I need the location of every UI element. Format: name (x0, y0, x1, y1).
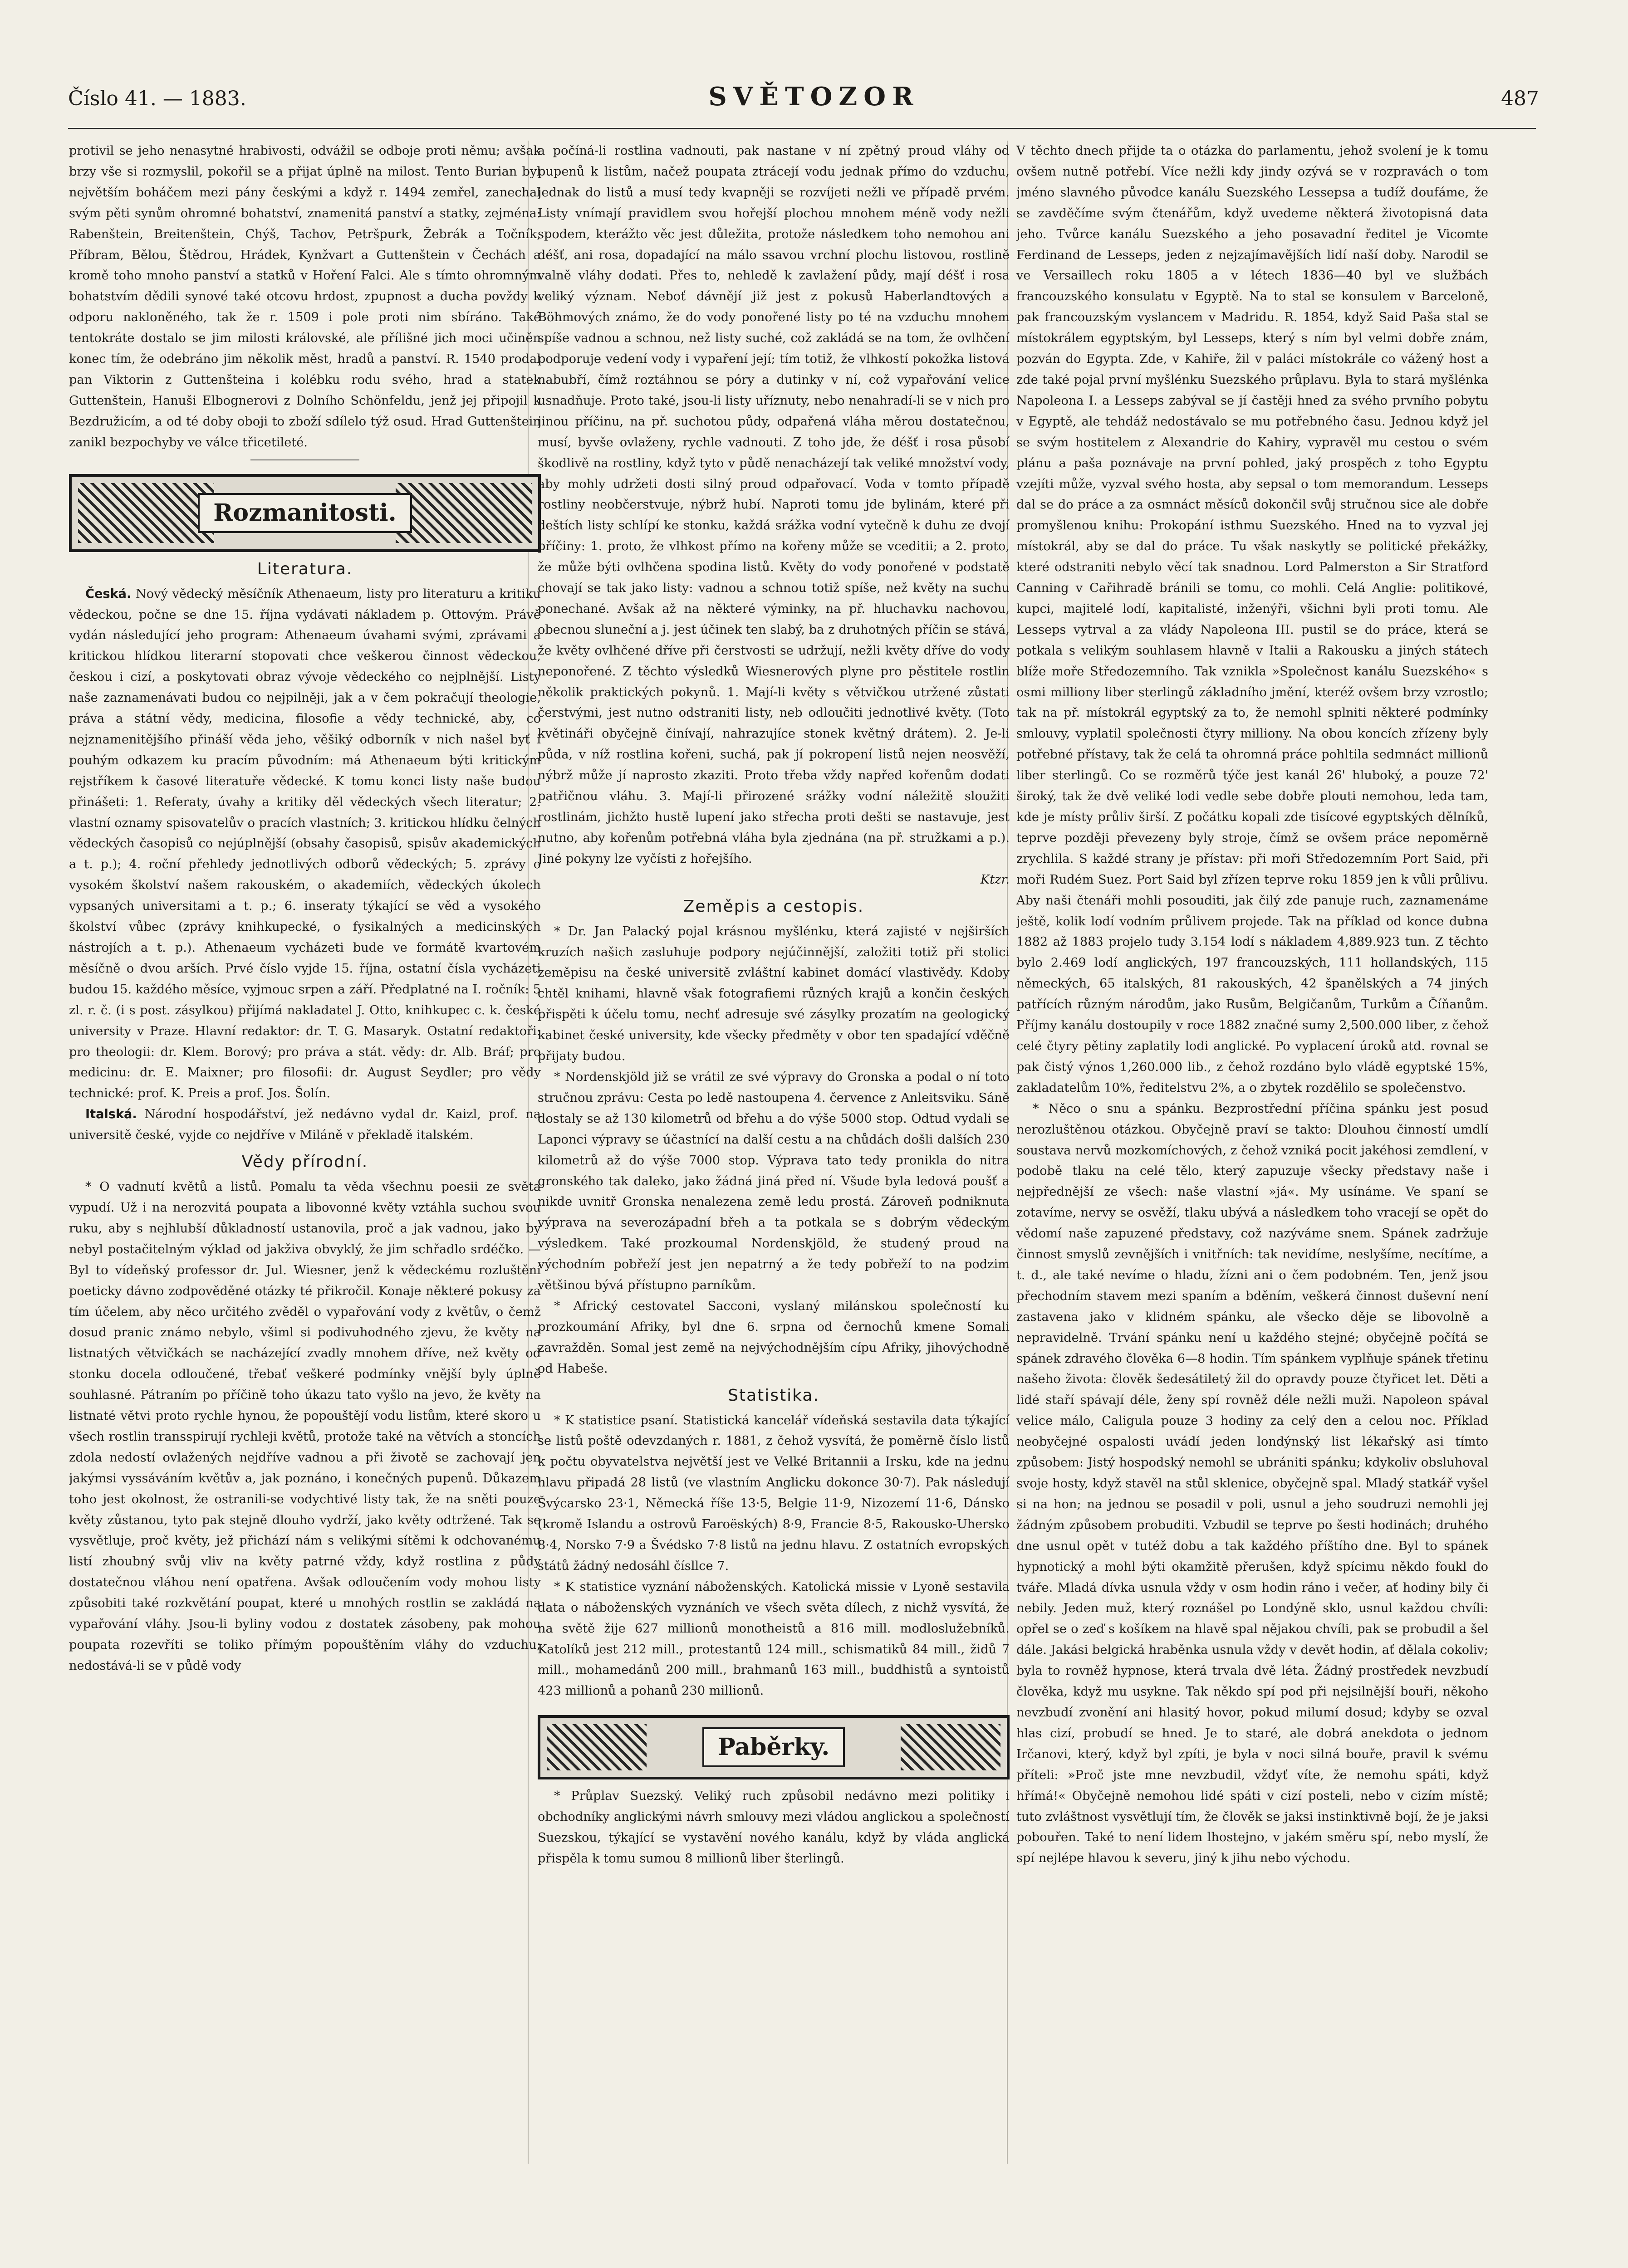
paragraph-continuation: a počíná-li rostlina vadnouti, pak nastane v ní zpětný proud vláhy od pupenů k listům, načež poupata ztrácejí vodu jednak přímo do vzduchu, jednak do listů a musí tedy kvapněji se rozvíjeti nežli ve případě prvém. Listy vnímají pravidlem svou hořejší plochou mnohem méně vody nežli spodem, kterážto věc jest důležita, protože následkem toho nemohou ani déšť, ani rosa, dopadající na málo ssavou vrchní plochu listovou, rostlině valně vláhy dodati. Přes to, nehledě k zavlažení půdy, mají déšť i rosa veliký význam. Neboť dávnějí již jest z pokusů Haberlandtových a Böhmových známo, že do vody ponořené listy po té na vzduchu mnohem spíše vadnou a schnou, než listy suché, což zakládá se na tom, že ovlhčení podporuje vedení vody i vypaření její; tím totiž, že vlhkostí pokožka listová nabubří, čímž roztáhnou se póry a dutinky v ní, což vypařování velice usnadňuje. Proto také, jsou-li listy uříznuty, nebo nenahradí-li se v nich pro jinou příčinu, na př. suchotou půdy, odpařená vláha měrou dostatečnou, musí, byvše ovlaženy, rychle vadnouti. Z toho jde, že déšť i rosa působí škodlivě na rostliny, když tyto v půdě nenacházejí tak veliké množství vody, aby mohly udržeti dosti silný proud odpařovací. Voda v tomto případě rostliny neobčerstvuje, nýbrž hubí. Naproti tomu jde bylinám, které při deštích listy schlípí ke stonku, každá srážka vodní vytečně k duhu ze dvojí příčiny: 1. proto, že vlhkost přímo na kořeny může se vceditii; a 2. proto, že může býti ovlhčena spodina listů. Květy do vody ponořené v podstatě chovají se tak jako listy: vadnou a schnou totiž spíše, než květy na suchu ponechané. Avšak až na některé výminky, na př. hluchavku nachovou, obecnou sluneční a j. jest účinek ten slabý, ba z druhotných příčin se stává, že květy ovlhčené dříve při čerstvosti se udržují, nežli květy dříve do vody neponořené. Z těchto výsledků Wiesnerových plyne pro pěstitele rostlin několik praktických pokynů. 1. Mají-li květy s větvičkou utržené zůstati čerstvými, jest nutno odstraniti listy, neb odloučiti jednotlivé květy. (Toto květináři obyčejně činívají, nahrazujíce stonek květný drátem). 2. Je-li půda, v níž rostlina kořeni, suchá, pak jí pokropení listů nejen neosvěží, nýbrž může jí naprosto zkaziti. Proto třeba vždy napřed kořenům dodati patřičnou vláhu. 3. Mají-li přirozené srážky vodní náležitě sloužiti rostlinám, jichžto hustě lupení jako střecha proti dešti se nastavuje, jest nutno, aby kořenům potřebná vláha byla zjednána (na př. stružkami a p.). Jiné pokyny lze vyčísti z hořejšího. (538, 144, 1010, 866)
section-title-literatura: Literatura. (257, 559, 353, 578)
ornament-left (78, 483, 214, 543)
column-1 (69, 141, 541, 2200)
text-italska: Národní hospodářství, jež nedávno vydal dr. Kaizl, prof. na universitě české, vyjde co nejdříve v Miláně v překladě italském. (69, 1107, 541, 1143)
column-3 (1016, 141, 1488, 2200)
page-number: 487 (1501, 87, 1539, 110)
banner-label: Rozmanitosti. (198, 493, 412, 533)
paragraph-pruplav: * Průplav Suezský. Veliký ruch způsobil nedávno mezi politiky i obchodníky anglickými návrh smlouvy mezi vládou anglickou a společností Suezskou, týkající se vystavění nového kanálu, když by vláda anglická přispěla k tomu sumou 8 millionů liber šterlingů. (538, 1789, 1010, 1866)
paberky-banner (538, 1715, 1010, 1779)
text-ceska: Nový vědecký měsíčník Athenaeum, listy pro literaturu a kritiku vědeckou, počne se dne 15. října vydávati nákladem p. Ottovým. Právě vydán následující jeho program: Athenaeum úvahami svými, zprávami a kritickou hlídkou literarní stopovati chce veškerou činnost vědeckou, českou i cizí, a poskytovati obraz vývoje vědeckého co nejplnější. Listy naše zaznamenávati budou co nejpilněji, jak a v čem pokračují theologie, práva a státní vědy, medicina, filosofie a vědy technické, aby, co nejznamenitějšího přináší věda jeho, věšiký odborník v nich našel byť i pouhým odkazem ku pracím původním: má Athenaeum býti kritickým rejstříkem k časové literatuře vědecké. K tomu konci listy naše budou přinášeti: 1. Referaty, úvahy a kritiky děl vědeckých všech literatur; 2. vlastní oznamy spisovatelův o pracích vlastních; 3. kritickou hlídku čelných vědeckých časopisů co nejúplnější (obsahy časopisů, spisův akademických a t. p.); 4. roční přehledy jednotlivých odborů vědeckých; 5. zprávy o vysokém školství našem rakouském, o akademiích, vědeckých úkolech vypsaných universitami a t. p.; 6. inseraty týkající se věd a vysokého školství vůbec (zprávy knihkupecké, o fysikalných a medicinských nástrojích a t. p.). Athenaeum vycházeti bude ve formátě kvartovém měsíčně o dvou arších. Prvé číslo vyjde 15. října, ostatní čísla vycházeti budou 15. každého měsíce, vyjmouc srpen a září. Předplatné na I. ročník: 5 zl. r. č. (i s post. zásylkou) přijímá nakladatel J. Otto, knihkupec c. k. české university v Praze. Hlavní redaktor: dr. T. G. Masaryk. Ostatní redaktoři: pro theologii: dr. Klem. Borový; pro práva a stát. vědy: dr. Alb. Bráf; pro medicinu: dr. E. Maixner; pro filosofii: dr. August Seydler; pro vědy technické: prof. K. Preis a prof. Jos. Šolín. (69, 587, 541, 1101)
section-title-vedy: Vědy přírodní. (241, 1153, 368, 1172)
paragraph-vadnuti: * O vadnutí květů a listů. Pomalu ta věda všechnu poesii ze světa vypudí. Už i na nerozvitá poupata a libovonné květy vztáhla suchou svou ruku, aby s nejhlubší důkladností ustanovila, proč a jak vadnou, jako by nebyl postačitelným výklad od jakživa obvyklý, že jim schřadlo srdéčko. — Byl to vídeňský professor dr. Jul. Wiesner, jenž k vědeckému rozluštění poeticky dávno zodpověděné otázky té přikročil. Konaje některé pokusy za tím účelem, aby něco určitého zvěděl o vypařování vody z květův, o čemž dosud pranic známo nebylo, všiml si podivuhodného zjevu, že květy na listnatých větvičkách se nacházející zvadly mnohem dříve, než květy od stonku docela odloučené, třebať veškeré podmínky vnější byly úplně souhlasné. Pátraním po příčině toho úkazu tato vyšlo na jevo, že květy na listnaté větvi proto rychle hynou, že popouštějí vodu listům, které skoro u všech rostlin transspirují rychleji květů, protože také na větvích a stoncích zdola nedostí ovlažených nejdříve vadnou a při životě se zachovají jen jakýmsi vyssáváním květův a, jak poznáno, i konečných pupenů. Důkazem toho jest okolnost, že ostranili-se vodychtivé listy tak, že na sněti pouze květy zůstanou, tyto pak stejně dlouho vydrží, jako květy odtržené. Tak se vysvětluje, proč květy, jež přichází nám s velikými sítěmi k odchovanému listí zhoubný svůj vliv na květy patrné vždy, když rostlina z půdy dostatečnou vláhou není opatřena. Avšak odloučením vody mohou listy způsobiti také rozkvětání poupat, které u mnohých rostlin se zakládá na vypařování vláhy. Jsou-li byliny vodou z dostatek zásobeny, pak mohou poupata rozevříti se toliko přímým popouštěním vláhy do vzduchu; nedostává-li se v půdě vody (69, 1180, 541, 1673)
paragraph-statistika-vyznani: * K statistice vyznání náboženských. Katolická missie v Lyoně sestavila data o náboženských vyznáních ve všech světa dílech, z nichž vysvítá, že na světě žije 627 millionů monotheistů a 816 mill. modloslužebníků. Katolíků jest 212 mill., protestantů 124 mill., schismatiků 84 mill., židů 7 mill., mohamedánů 200 mill., brahmanů 163 mill., buddhistů a syntoistů 423 millionů a pohanů 230 millionů. (538, 1579, 1010, 1698)
lead-italska: Italská. (85, 1107, 137, 1122)
paragraph-ceska (69, 584, 541, 1105)
paragraph-statistika-psani: * K statistice psaní. Statistická kancelář vídeňská sestavila data týkající se listů poště odevzdaných r. 1881, z čehož vysvítá, že poměrně číslo listů k počtu obyvatelstva největší jest ve Velké Britannii a Irsku, kde na jednu hlavu připadá 28 listů (ve vlastním Anglicku dokonce 30·7). Pak následují Švýcarsko 23·1, Německá říše 13·5, Belgie 11·9, Nizozemí 11·6, Dánsko (kromě Islandu a ostrovů Faroëských) 8·9, Francie 8·5, Rakousko-Uhersko 8·4, Norsko 7·9 a Švédsko 7·8 listů na jednu hlavu. Z ostatních evropských států žádný nedosáhl čísllce 7. (538, 1413, 1010, 1573)
ornament-left (547, 1724, 647, 1770)
article-continuation: protivil se jeho nenasytné hrabivosti, odvážil se odboje proti němu; avšak brzy vše si rozmyslil, pokořil se a přijat úplně na milost. Tento Burian byl největším boháčem mezi pány českými a když r. 1494 zemřel, zanechal svým pěti synům ohromné bohatství, znamenitá panství a statky, zejména: Rabenštein, Breitenštein, Chýš, Tachov, Petršpurk, Žebrák a Točník, Příbram, Bělou, Štědrou, Hrádek, Kynžvart a Guttenštein v Čechách a kromě toho mnoho panství a statků v Hoření Falci. Ale s tímto ohromným bohatstvím dědili synové také otcovu hrdost, zpupnost a ducha povždy k odporu nakloněného, tak že r. 1509 i pole proti nim sbíráno. Také tentokráte dostalo se jim milosti královské, ale přílišné jich moci učiněn konec tím, že odebráno jim několik měst, hradů a panství. R. 1540 prodal pan Viktorin z Guttenšteina i kolébku rodu svého, hrad a statek Guttenštein, Hanuši Elbognerovi z Dolního Schönfeldu, jenž jej připojil k Bezdružicím, a od té doby oboji to zboží sdílelo týž osud. Hrad Guttenštein zanikl bezpochyby ve válce třicetileté. (69, 144, 541, 450)
paragraph-lesseps: V těchto dnech přijde ta o otázka do parlamentu, jehož svolení je k tomu ovšem nutně potřebí. Více nežli kdy jindy ozývá se v rozpravách o tom jméno slavného původce kanálu Suezského Lessepsa a tudíž doufáme, že se zavděčíme svým čtenářům, když uvedeme některá životopisná data jeho. Tvůrce kanálu Suezského a jeho posavadní ředitel je Vicomte Ferdinand de Lesseps, jeden z nejzajímavějších lidí naší doby. Narodil se ve Versaillech roku 1805 a v létech 1836—40 byl ve službách francouzského konsulatu v Egyptě. Na to stal se konsulem v Barceloně, pak francouzským vyslancem v Madridu. R. 1854, když Said Paša stal se místokrálem egyptským, byl Lesseps, který s ním byl velmi dobře znám, pozván do Egypta. Zde, v Kahiře, žil v paláci místokrále co vážený host a zde také pojal první myšlénku Suezského průplavu. Byla to stará myšlénka Napoleona I. a Lesseps zabýval se jí častěji hned za svého prvního pobytu v Egyptě, ale tehdáž nedostávalo se mu potřebného času. Jednou když jel se svým hostitelem z Alexandrie do Kahiry, vypravěl mu cestou o svém plánu a paša poznávaje na první pohled, jaký prospěch z toho Egyptu vzejíti může, vyzval svého hosta, aby sepsal o tom memorandum. Lesseps dal se do práce a za osmnáct měsíců dokončil svůj stručnou sice ale dobře promyšlenou knihu: Prokopání isthmu Suezského. Hned na to vyzval jej místokrál, aby se dal do práce. Tu však naskytly se politické překážky, které odstraniti nebylo věcí tak snadnou. Lord Palmerston a Sir Stratford Canning v Cařihradě bránili se tomu, co mohli. Celá Anglie: politikové, kupci, majitelé lodí, kapitalisté, inženýři, všichni byli proti tomu. Ale Lesseps vytrval a za vlády Napoleona III. pustil se do práce, která se potkala s velikým souhlasem hlavně v Italii a Rakousku a jiných státech blíže moře Středozemního. Tak vznikla »Společnost kanálu Suezského« s osmi milliony liber sterlingů základního jmění, kteréž ovšem brzy vzrostlo; tak na př. místokrál egyptský za to, že nemohl splniti některé podmínky smlouvy, vyplatil společnosti čtyry milliony. Na obou koncích zřízeny byly potřebné přístavy, tak že celá ta ohromná práce pohltila sedmnáct millionů liber sterlingů. Co se rozměrů týče jest kanál 26' hluboký, a pouze 72' široký, tak že dvě veliké lodi vedle sebe dobře plouti nemohou, leda tam, kde je místy průliv širší. Z počátku kopali zde tisícové egyptských dělníků, teprve později převezeny byly stroje, čímž se ovšem práce nepoměrně zrychlila. S každé strany je přístav: při moři Středozemním Port Said, při moři Rudém Suez. Port Said byl zřízen teprve roku 1859 jen k vůli průlivu. Aby naši čtenáři mohli posouditi, jak čilý zde panuje ruch, zaznamenáme ještě, kolik lodí vodním průlivem projede. Tak na příklad od konce dubna 1882 až 1883 projelo tudy 3.154 lodí s nákladem 4,889.923 tun. Z těchto bylo 2.469 lodí anglických, 197 francouzských, 111 hollandských, 115 německých, 65 italských, 81 rakouských, 42 španělských a 74 jiných patřících různým národům, jako Rusům, Belgičanům, Turkům a Číňanům. Příjmy kanálu dostoupily v roce 1882 značné sumy 2,500.000 liber, z čehož celé čtyry pětiny zaplatily lodi anglické. Po vyplacení úroků atd. rovnal se pak čistý výnos 1,260.000 lib., z čehož rozdáno bylo vládě egyptské 15%, zakladatelům 10%, ředitelstvu 2%, a o zbytek rozdělilo se společenstvo. (1016, 144, 1488, 1095)
lead-ceska: Česká. (85, 587, 132, 601)
paragraph-nordenskjold: * Nordenskjöld již se vrátil ze své výpravy do Gronska a podal o ní toto stručnou zprávu: Cesta po ledě nastoupena 4. července z Anleitsviku. Sáně dostaly se až 130 kilometrů od břehu a do výše 5000 stop. Odtud vydali se Laponci výpravy se účastnící na další cestu a na chůdách došli dalších 230 kilometrů až do výše 7000 stop. Výprava tato tedy pronikla do nitra gronského tak daleko, jako žádná jiná před ní. Všude byla ledová poušť a nikde uvnitř Gronska nenalezena země ledu prostá. Zároveň podniknuta výprava na severozápadní břeh a ta potkala se s dobrým vědeckým výsledkem. Také prozkoumal Nordenskjöld, že studený proud na východním pobřeží jest jen nepatrný a že tedy pobřeží to na podzim většinou bývá přístupno parníkům. (538, 1070, 1010, 1293)
page-header (0, 82, 1628, 127)
header-rule (68, 128, 1536, 129)
rozmanitosti-banner (69, 474, 541, 552)
banner-label: Paběrky. (702, 1727, 845, 1767)
section-divider (250, 459, 359, 460)
issue-number: Číslo 41. — 1883. (68, 87, 246, 110)
ornament-right (396, 483, 532, 543)
paragraph-sacconi: * Africký cestovatel Sacconi, vyslaný milánskou společností ku prozkoumání Afriky, byl dne 6. srpna od černochů kmene Somali zavražděn. Somal jest země na nejvýchodnějším cípu Afriky, jihovýchodně od Habeše. (538, 1299, 1010, 1376)
masthead-title: SVĚTOZOR (708, 82, 920, 112)
section-title-zemepis: Zeměpis a cestopis. (683, 897, 864, 916)
section-title-statistika: Statistika. (728, 1386, 819, 1405)
paragraph-spanek: * Něco o snu a spánku. Bezprostřední příčina spánku jest posud nerozluštěnou otázkou. Obyčejně praví se takto: Dlouhou činností umdlí soustava nervů mozkomíchových, z čehož vzniká pocit jakéhosi zemdlení, v podobě tlaku na celé tělo, který zapuzuje všecky představy naše i nejpřednější ze všech: naše vlastní »já«. My usínáme. Ve spaní se zotavíme, nervy se osvěží, tlaku ubývá a následkem toho vracejí se opět do vědomí naše zapuzené představy, což nazýváme snem. Spánek zadržuje činnost smyslů zevnějších i vnitřních: tak nevidíme, neslyšíme, necítíme, a t. d., ale také nevíme o hladu, žízni ani o čem podobném. Ten, jenž jsou přechodním stavem mezi spaním a bděním, veškerá činnost duševní není zastavena jako v klidném spánku, ale všecko děje se libovolně a nepravidelně. Trvání spánku není u každého stejné; obyčejně počítá se spánek zdravého člověka 6—8 hodin. Tím spánkem vyplňuje spánek třetinu našeho života: člověk šedesátiletý žil do opravdy pouze čtyřicet let. Děti a lidé staří spávají déle, ženy spí rovněž déle nežli muži. Napoleon spával velice málo, Caligula pouze 3 hodiny za celý den a celou noc. Příklad neobyčejné ospalosti uvádí jeden londýnský list lékařský asi tímto způsobem: Jistý hospodský nemohl se ubrániti spánku; kdykoliv obsluhoval svoje hosty, když stavěl na stůl sklenice, obyčejně spal. Mladý statkář vyšel si na hon; na jednou se posadil v poli, usnul a jeho soudruzi nemohli jej žádným způsobem probuditi. Vzbudil se teprve po šesti hodinách; druhého dne usnul opět v tutéž dobu a tak každého příštího dne. Byl to spánek hypnotický a mohl býti okamžitě přerušen, když spícimu někdo foukl do tváře. Mladá dívka usnula vždy v osm hodin ráno i večer, ať hodiny bily či nebily. Jeden muž, který roznášel po Londýně sklo, usnul každou chvíli: opřel se o zeď s košíkem na hlavě spal nějakou chvíli, pak se probudil a šel dále. Jakási belgická hraběnka usnula vždy v devět hodin, ať dělala cokoliv; byla to rovněž hypnose, která trvala dvě léta. Žádný prostředek nevzbudí člověka, když mu usykne. Tak někdo spí pod při nejsilnější bouři, někoho nevzbudí zvonění ani hlasitý hovor, pokud milumí dosud; kdyby se ozval hlas cizí, probudí se hned. Je to staré, ale dobrá anekdota o jednom Irčanovi, který, když byl zpíti, je byla v noci silná bouře, pravil k svému příteli: »Proč jste mne nevzbudil, vždyť víte, že nemohu spáti, když hřímá!« Obyčejně nemohou lidé spáti v cizí posteli, nebo v cizím místě; tuto zvláštnost vysvětlují tím, že člověk se jaksi instinktivně bojí, že je jaksi pobouřen. Také to není lidem lhostejno, v jakém směru spí, nebo myslí, že spí nejlépe hlavou k severu, jiný k jihu nebo východu. (1016, 1101, 1488, 1866)
paragraph-italska (69, 1104, 541, 1146)
paragraph-palacky: * Dr. Jan Palacký pojal krásnou myšlénku, která zajisté v nejširších kruzích našich zasluhuje podpory nejúčinnější, založiti totiž při stolici zeměpisu na české universitě zvláštní kabinet domácí vlastivědy. Kdoby chtěl knihami, hlavně však fotografiemi různých krajů a končin českých přispěti k účelu tomu, nechť adresuje své zásylky prozatím na geologický kabinet české university, kde všecky předměty v obor ten spadající vděčně přijaty budou. (538, 924, 1010, 1064)
column-2 (538, 141, 1010, 2200)
ornament-right (901, 1724, 1000, 1770)
signature: Ktzr. (980, 872, 1010, 887)
